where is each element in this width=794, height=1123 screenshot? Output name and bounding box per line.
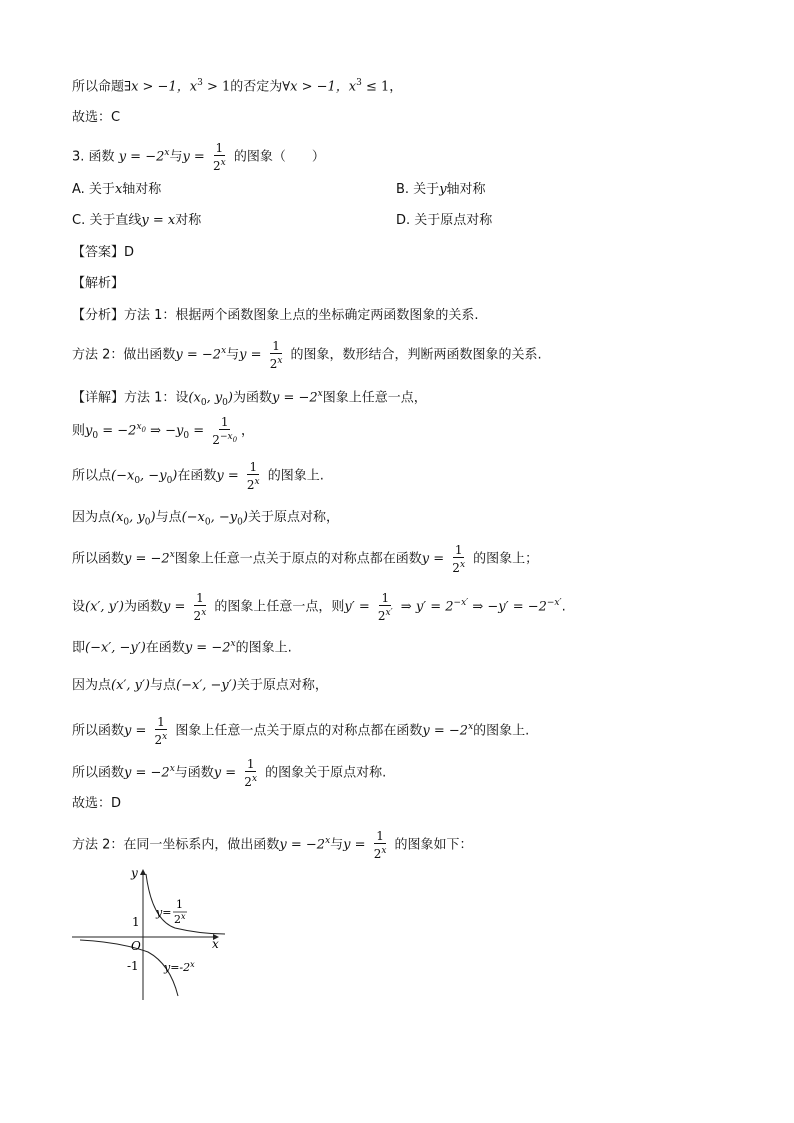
numerator: 1 <box>157 714 165 729</box>
math: > 1 <box>202 79 231 95</box>
math-sub: 0 <box>204 517 211 528</box>
text: 的图象如下： <box>394 837 473 853</box>
she-line <box>72 588 566 623</box>
text: 【解析】 <box>72 276 125 291</box>
math: y = x <box>141 213 176 228</box>
math-sup: x <box>317 389 323 399</box>
numerator: 1 <box>220 414 229 429</box>
math: x <box>348 79 357 95</box>
den-sup: x <box>381 845 387 856</box>
math-sup: x <box>468 722 474 732</box>
denominator <box>450 558 467 575</box>
den-sup <box>220 432 237 442</box>
den-sup: x <box>201 607 207 618</box>
text: 的否定为 <box>230 79 283 95</box>
option-b <box>396 180 486 200</box>
sup-sub: 0 <box>232 435 238 444</box>
math: , y <box>129 510 145 525</box>
math-sup: 3 <box>356 78 362 88</box>
math-sub: 0 <box>123 517 130 528</box>
text: 轴对称 <box>122 182 162 197</box>
text: 轴对称 <box>446 182 486 197</box>
den-base: 2 <box>246 478 255 492</box>
method-2-line <box>72 336 542 371</box>
text: . <box>561 599 566 615</box>
text: 所以点 <box>72 468 112 484</box>
text: 所以命题 <box>72 79 125 95</box>
choose-d <box>72 794 121 814</box>
text: 因为点 <box>72 510 112 525</box>
text: 图象上任意一点关于原点的对称点都在函数 <box>175 723 423 739</box>
upper-curve-den <box>174 912 186 926</box>
function-graph <box>60 860 240 1010</box>
math: ⇒ −y <box>145 423 184 439</box>
denominator <box>268 354 285 371</box>
yinwei-line-2 <box>72 676 328 696</box>
math: y = <box>124 723 147 739</box>
math: ∀x > −1， <box>282 79 349 95</box>
math: y = −2 <box>272 390 318 406</box>
text: 为函数 <box>232 390 272 406</box>
text: 与 <box>226 347 240 363</box>
lower-curve-label <box>163 960 195 974</box>
den-base: 2 <box>269 356 278 371</box>
math-sub: 0 <box>144 517 151 528</box>
text: B. 关于 <box>396 182 440 197</box>
numerator: 1 <box>376 828 384 843</box>
text: 方法 1：根据两个函数图象上点的坐标确定两函数图象的关系. <box>124 308 479 323</box>
text: 所以函数 <box>72 723 125 739</box>
math: y = −2 <box>175 347 222 363</box>
answer-line <box>72 243 134 263</box>
math: y = −2 <box>118 149 165 165</box>
den-base: 2 <box>373 846 382 861</box>
text: 与函数 <box>174 765 214 781</box>
math: y = −2 <box>124 551 170 567</box>
math: (x′, y′) <box>111 678 151 693</box>
den-base: 2 <box>452 560 460 575</box>
tick-1-label: 1 <box>132 915 140 929</box>
math-sub: 0 <box>222 397 228 408</box>
math-sup: x <box>325 836 331 846</box>
denominator <box>192 606 209 623</box>
math: y = <box>421 551 445 567</box>
text: 在函数 <box>177 468 217 484</box>
math: , −y <box>210 510 238 525</box>
suoyi-line-4 <box>72 754 386 789</box>
question-3 <box>72 138 325 173</box>
text: 则 <box>72 423 86 439</box>
den-sup: x <box>459 559 466 570</box>
fraction <box>192 591 209 623</box>
math: ) <box>227 390 233 406</box>
math: ∃x > −1， <box>124 79 190 95</box>
math: (x <box>188 390 201 406</box>
suoyi-line-1 <box>72 460 324 496</box>
text: 故选：C <box>72 110 121 125</box>
denominator <box>245 475 262 492</box>
ze-line <box>72 412 254 451</box>
math: (−x′, −y′) <box>176 678 237 693</box>
denominator <box>210 430 239 447</box>
text: 在函数 <box>145 640 185 656</box>
numerator: 1 <box>249 460 258 474</box>
math-sup: −x′ <box>546 598 562 608</box>
text: 的图象上. <box>235 640 292 656</box>
math-sub: 0 <box>237 517 243 528</box>
suoyi-line-2 <box>72 540 538 575</box>
text: 的图象上任意一点，则 <box>214 599 345 615</box>
math-sup: x <box>164 148 170 158</box>
den-sup: x′ <box>385 607 393 618</box>
math: x <box>114 182 123 197</box>
line-choose-c <box>72 108 120 128</box>
method-2-graph-line <box>72 826 473 861</box>
denominator <box>211 156 228 173</box>
den-sup: x <box>251 773 258 784</box>
text: 的图象关于原点对称. <box>265 765 387 781</box>
math: , −y <box>140 468 167 484</box>
math-sup: x <box>169 764 175 774</box>
x-axis-label: x <box>212 937 219 951</box>
origin-label: O <box>131 939 141 953</box>
math: ) <box>242 510 248 525</box>
text: D. 关于原点对称 <box>396 213 493 228</box>
numerator: 1 <box>246 756 255 771</box>
analysis-tag <box>72 274 124 294</box>
upper-curve-num: 1 <box>176 898 183 911</box>
text: ， <box>241 423 255 439</box>
text: 对称 <box>175 213 202 228</box>
math: y = <box>163 599 186 615</box>
sup-var: −x <box>219 431 233 442</box>
text: 所以函数 <box>72 765 125 781</box>
math: (−x <box>111 468 135 484</box>
math-sup: −x′ <box>453 598 469 608</box>
text: 所以函数 <box>72 551 125 567</box>
math: x <box>189 79 198 95</box>
tick-minus1-label: -1 <box>127 959 139 973</box>
fraction <box>245 460 262 492</box>
den-base: 2 <box>212 158 221 173</box>
upper-curve-label <box>155 906 171 919</box>
math: (−x <box>181 510 205 525</box>
text: 与 <box>330 837 344 853</box>
option-c <box>72 211 201 231</box>
text: 的图象上. <box>473 723 530 739</box>
math-sub: 0 <box>200 397 207 408</box>
option-a <box>72 180 161 200</box>
line-negation <box>72 73 402 97</box>
den-base: 2 <box>212 432 220 447</box>
text: 的图象，数形结合，判断两函数图象的关系. <box>290 347 542 363</box>
text: 与 <box>169 149 183 165</box>
text: 的图象（ ） <box>233 149 325 165</box>
text: 【详解】 <box>72 390 125 406</box>
upper-den-sup: x <box>181 912 186 921</box>
math: y′ = <box>344 599 370 615</box>
lower-label-base: y=-2 <box>164 961 191 974</box>
text: 图象上任意一点， <box>322 390 427 406</box>
text: 为函数 <box>124 599 164 615</box>
curve-upper <box>146 874 225 934</box>
math: y = −2 <box>184 640 231 656</box>
numerator: 1 <box>272 338 280 353</box>
numerator: 1 <box>381 590 390 605</box>
text: 图象上任意一点关于原点的对称点都在函数 <box>174 551 422 567</box>
fraction <box>372 829 389 861</box>
math: y = <box>343 837 366 853</box>
fraction <box>210 415 239 447</box>
math: (x′, y′) <box>85 599 125 615</box>
math: = −2 <box>98 423 137 439</box>
den-base: 2 <box>193 608 202 623</box>
text: 故选：D <box>72 796 122 811</box>
text: 的图象上. <box>267 468 324 484</box>
math: y <box>85 423 93 439</box>
math-sup: 3 <box>197 78 203 88</box>
upper-label-y: y= <box>156 906 172 919</box>
math: y = −2 <box>124 765 170 781</box>
math: y = <box>182 149 205 165</box>
ji-line <box>72 634 292 658</box>
math-sub: 0 <box>166 476 173 487</box>
den-base: 2 <box>154 732 163 747</box>
text: 的图象上； <box>473 551 539 567</box>
text: 即 <box>72 640 86 656</box>
fraction <box>450 543 467 575</box>
den-sup: x <box>220 157 226 168</box>
answer-value: D <box>124 245 135 260</box>
math-sup: x <box>230 639 236 649</box>
text: 与点 <box>150 678 177 693</box>
text: 【分析】 <box>72 308 125 323</box>
fraction <box>376 591 395 623</box>
text: 与点 <box>155 510 182 525</box>
math: = <box>189 423 205 439</box>
math-sub: 0 <box>183 430 190 441</box>
upper-den-base: 2 <box>174 913 181 926</box>
sup-sub: 0 <box>141 425 146 434</box>
option-d <box>396 211 492 231</box>
den-sup: x <box>254 477 260 487</box>
den-sup: x <box>277 355 283 366</box>
y-axis-label: y <box>131 866 138 880</box>
text: 设 <box>72 599 86 615</box>
answer-tag: 【答案】 <box>72 245 125 260</box>
denominator <box>372 844 389 861</box>
den-sup: x <box>162 731 168 742</box>
fraction <box>153 715 170 747</box>
numerator: 1 <box>454 542 463 557</box>
math: ) <box>150 510 156 525</box>
fraction <box>242 757 259 789</box>
math-sup: x <box>169 550 175 560</box>
yinwei-line-1 <box>72 508 339 533</box>
text: 方法 2：做出函数 <box>72 347 176 363</box>
math: y = <box>239 347 262 363</box>
text: C. 关于直线 <box>72 213 142 228</box>
fenxi-line <box>72 306 479 326</box>
math: ⇒ y′ = 2 <box>396 599 454 615</box>
math-sub: 0 <box>92 430 99 441</box>
text: A. 关于 <box>72 182 115 197</box>
den-base: 2 <box>244 774 252 789</box>
text: 方法 2：在同一坐标系内，做出函数 <box>72 837 280 853</box>
fraction <box>211 141 228 173</box>
math: , y <box>206 390 223 406</box>
math: ) <box>172 468 178 484</box>
math: ⇒ −y′ = −2 <box>468 599 547 615</box>
den-base: 2 <box>377 608 386 623</box>
math: (x <box>111 510 124 525</box>
numerator: 1 <box>215 140 224 155</box>
text: 3. 函数 <box>72 149 115 165</box>
math-sup: x <box>221 346 227 356</box>
text: 因为点 <box>72 678 112 693</box>
xiangjie-line <box>72 384 427 413</box>
math: ≤ 1， <box>361 79 403 95</box>
math: y = −2 <box>279 837 326 853</box>
math: y = −2 <box>422 723 469 739</box>
sup-var: x <box>136 422 142 432</box>
fraction <box>268 339 285 371</box>
math-sup <box>136 422 146 432</box>
text: 关于原点对称， <box>236 678 328 693</box>
suoyi-line-3 <box>72 712 529 747</box>
math: y <box>439 182 447 197</box>
math: y = <box>213 765 237 781</box>
math: y = <box>216 468 239 484</box>
lower-label-sup: x <box>190 960 195 969</box>
denominator <box>153 730 170 747</box>
text: 方法 1：设 <box>124 390 189 406</box>
numerator: 1 <box>196 590 204 605</box>
denominator <box>376 606 395 623</box>
math: (−x′, −y′) <box>85 640 146 656</box>
text: 关于原点对称， <box>247 510 339 525</box>
math-sub: 0 <box>134 476 141 487</box>
denominator <box>242 772 259 789</box>
